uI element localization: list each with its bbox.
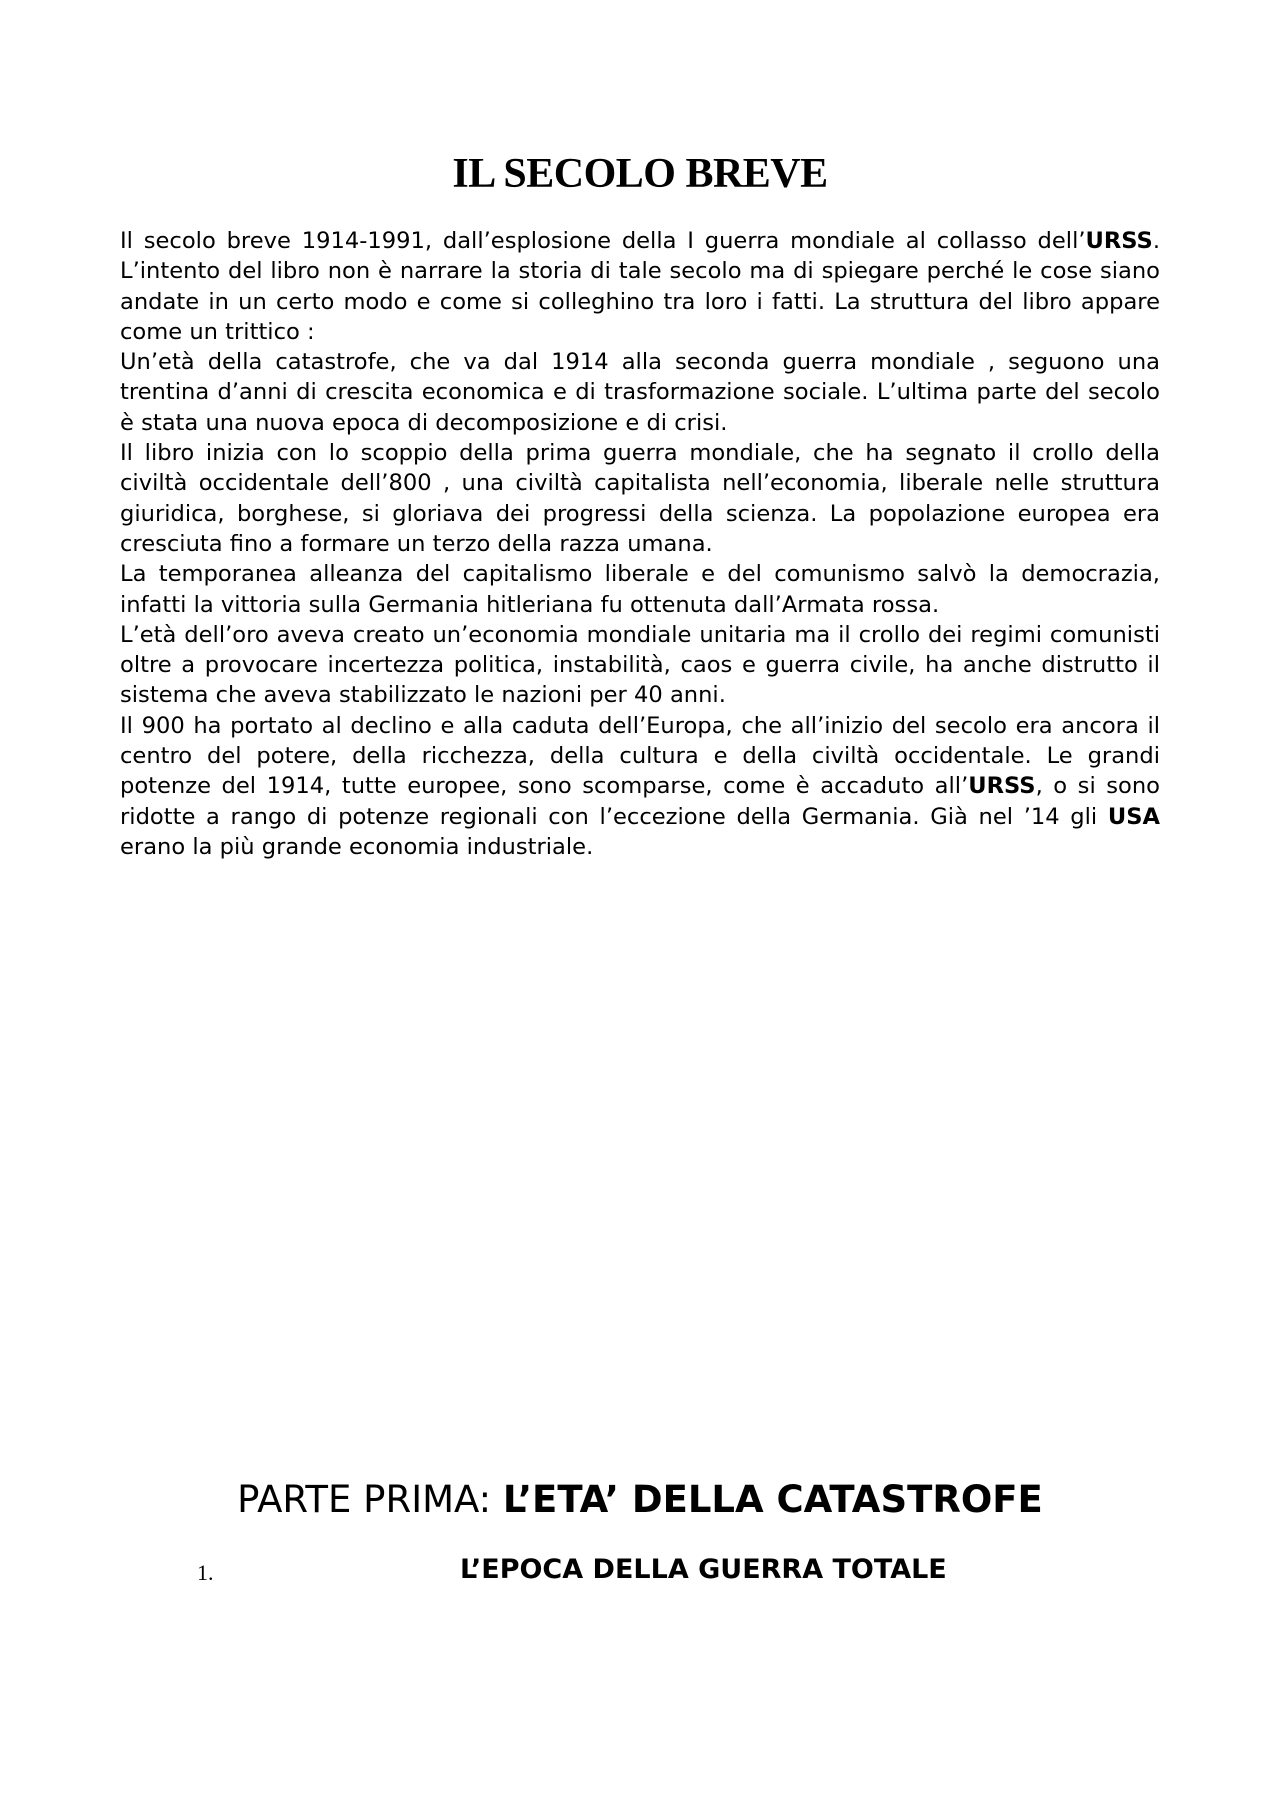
paragraph-text: Un’età della catastrofe, che va dal 1914 alla seconda guerra mondiale , seguono una trentina d’anni di crescita economica e di trasformazione sociale. L’ultima parte del secolo è stata una nuova epoca di decomposizione e di crisi.	[120, 349, 1160, 436]
part-heading-prefix: PARTE PRIMA:	[237, 1478, 503, 1521]
paragraph-text: , o si sono ridotte a rango di potenze regionali con l’eccezione della Germania. Già nel ’14 gli	[120, 773, 1161, 830]
paragraph-first-war	[120, 438, 1160, 559]
paragraph-europe-decline	[120, 711, 1160, 862]
bold-term: USA	[1107, 803, 1160, 830]
paragraph-text: . L’intento del libro non è narrare la storia di tale secolo ma di spiegare perché le cose siano andate in un certo modo e come si colleghino tra loro i fatti. La struttura del libro appare come un trittico :	[120, 228, 1160, 345]
paragraph-intro	[120, 226, 1160, 347]
paragraph-alliance	[120, 559, 1160, 620]
document-body	[120, 226, 1160, 862]
paragraph-golden-age	[120, 620, 1160, 711]
paragraph-text: L’età dell’oro aveva creato un’economia mondiale unitaria ma il crollo dei regimi comunisti oltre a provocare incertezza politica, instabilità, caos e guerra civile, ha anche distrutto il sistema che aveva stabilizzato le nazioni per 40 anni.	[120, 621, 1160, 709]
bold-term: URSS	[968, 773, 1036, 800]
paragraph-catastrophe	[120, 347, 1160, 438]
document-title: IL SECOLO BREVE	[452, 151, 828, 197]
part-heading-title: L’ETA’ DELLA CATASTROFE	[502, 1478, 1043, 1521]
paragraph-text: Il secolo breve 1914-1991, dall’esplosione della I guerra mondiale al collasso dell’	[120, 228, 1086, 254]
paragraph-text: Il 900 ha portato al declino e alla caduta dell’Europa, che all’inizio del secolo era ancora il centro del potere, della ricchezza, della cultura e della civiltà occidentale. Le grandi potenze del 1914, tutte europee, sono scomparse, come è accaduto all’	[120, 712, 1160, 800]
paragraph-text: Il libro inizia con lo scoppio della prima guerra mondiale, che ha segnato il crollo della civiltà occidentale dell’800 , una civiltà capitalista nell’economia, liberale nelle struttura giuridica, borghese, si gloriava dei progressi della scienza. La popolazione europea era cresciuta fino a formare un terzo della razza umana.	[120, 440, 1160, 557]
chapter-title: L’EPOCA DELLA GUERRA TOTALE	[460, 1554, 947, 1585]
paragraph-text: La temporanea alleanza del capitalismo liberale e del comunismo salvò la democrazia, infatti la vittoria sulla Germania hitleriana fu ottenuta dall’Armata rossa.	[120, 561, 1160, 618]
bold-term: URSS	[1085, 228, 1153, 254]
part-heading	[0, 1476, 1280, 1524]
chapter-number: 1.	[197, 1560, 214, 1585]
paragraph-text: erano la più grande economia industriale.	[120, 833, 594, 860]
